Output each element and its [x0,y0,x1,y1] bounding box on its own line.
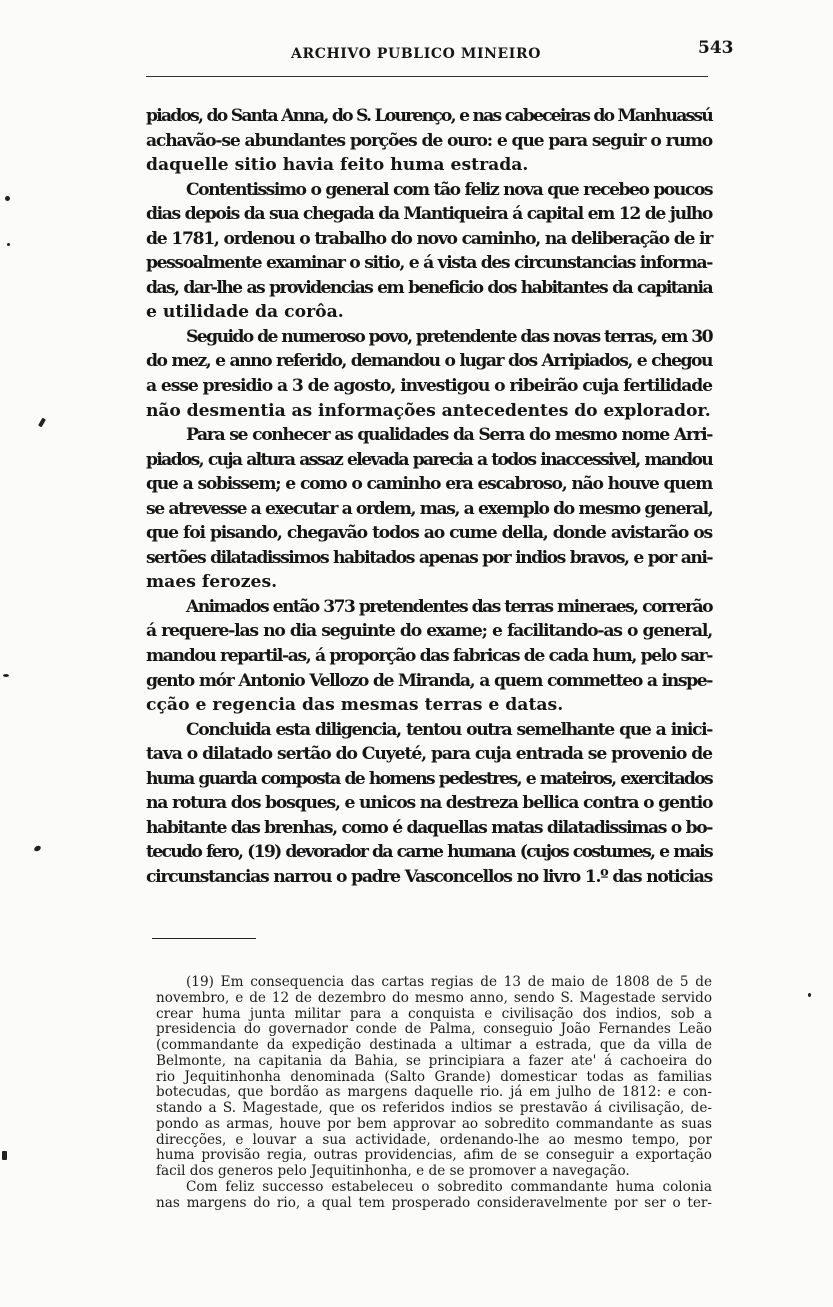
body-text-line: se atrevesse a executar a ordem, mas, a exemplo do mesmo general, [146,498,713,519]
body-text-line: huma guarda composta de homens pedestres, e mateiros, exercitados [146,768,712,789]
body-text-line: achavão-se abundantes porções de ouro: e que para seguir o rumo [146,130,712,151]
footnote-text-line: direcções, e louvar a sua actividade, ordenando-lhe ao mesmo tempo, por [156,1131,712,1148]
body-text-line: daquelle sitio havia feito huma estrada. [146,155,529,176]
footnote-text-line: botecudas, que bordão as margens daquelle rio. já em julho de 1812: e con- [156,1084,712,1101]
body-text-line: sertões dilatadissimos habitados apenas por indios bravos, e por ani- [146,547,712,568]
body-text-line: gento mór Antonio Vellozo de Miranda, a quem commetteo a inspe- [146,670,712,691]
body-text-line: a esse presidio a 3 de agosto, investigou o ribeirão cuja fertilidade [146,376,712,397]
footnote-text-line: (19) Em consequencia das cartas regias de 13 de maio de 1808 de 5 de [186,974,712,990]
footnote-text-line: facil dos generos pelo Jequitinhonha, e de se promover a navegação. [156,1163,630,1179]
body-text-line: maes ferozes. [146,572,278,593]
body-text-line: na rotura dos bosques, e unicos na destreza bellica contra o gentio [146,793,713,814]
body-text-line: mandou repartil-as, á proporção das fabricas de cada hum, pelo sar- [146,646,712,667]
body-text-line: Contentissimo o general com tão feliz nova que recebeo poucos [186,179,712,200]
footnote-block [156,975,712,1211]
body-text-line: do mez, e anno referido, demandou o lugar dos Arripiados, e chegou [146,351,712,372]
footnote-separator [152,938,256,939]
scan-speck [3,674,9,677]
footnote-text-line: Belmonte, na capitania da Bahia, se principiara a fazer ate' á cachoeira do [156,1052,712,1069]
scan-speck [38,418,46,428]
running-header-title: ARCHIVO PUBLICO MINEIRO [291,46,541,62]
scan-speck [808,993,811,997]
body-text-line: não desmentia as informações antecedentes do explorador. [146,400,711,421]
body-text-line: tava o dilatado sertão do Cuyeté, para cuja entrada se provenio de [146,744,712,765]
footnote-text-line: nas margens do rio, a qual tem prosperado consideravelmente por ser o ter- [156,1194,712,1211]
main-text-block [146,104,712,890]
footnote-text-line: pondo as armas, houve por bem approvar ao sobredito commandante as suas [156,1115,712,1132]
page-number: 543 [698,38,734,58]
body-text-line: de 1781, ordenou o trabalho do novo caminho, na deliberação de ir [146,228,712,249]
footnote-text-line: rio Jequitinhonha denominada (Salto Grande) domesticar todas as familias [156,1068,712,1085]
scan-speck [7,243,10,246]
body-text-line: cção e regencia das mesmas terras e datas. [146,695,564,716]
header-rule [146,76,708,77]
footnote-text-line: huma provisão regia, outras providencias, afim de se conseguir a exportação [156,1147,712,1164]
body-text-line: pessoalmente examinar o sitio, e á vista des circunstancias informa- [146,253,712,274]
footnote-text-line: stando a S. Magestade, que os referidos indios se prestavão á civilisação, de- [156,1100,712,1116]
body-text-line: á requere-las no dia seguinte do exame; e facilitando-as o general, [146,621,712,642]
body-text-line: piados, do Santa Anna, do S. Lourenço, e nas cabeceiras do Manhuassú [146,106,712,126]
body-text-line: habitante das brenhas, como é daquellas matas dilatadissimas o bo- [146,817,712,838]
footnote-text-line: (commandante da expedição destinada a ultimar a estrada, que da villa de [156,1037,712,1053]
footnote-text-line: Com feliz successo estabeleceu o sobredito commandante huma colonia [186,1178,712,1195]
scan-speck [5,196,10,201]
footnote-text-line: novembro, e de 12 de dezembro do mesmo anno, sendo S. Magestade servido [156,989,712,1006]
body-text-line: Seguido de numeroso povo, pretendente das novas terras, em 30 [186,326,712,347]
body-text-line: Animados então 373 pretendentes das terras mineraes, correrão [186,596,712,617]
footnote-text-line: presidencia do governador conde de Palma, conseguio João Fernandes Leão [156,1021,712,1038]
body-text-line: Concluida esta diligencia, tentou outra semelhante que a inici- [186,719,712,740]
body-text-line: dias depois da sua chegada da Mantiqueira á capital em 12 de julho [146,204,712,225]
body-text-line: das, dar-lhe as providencias em beneficio dos habitantes da capitania [146,277,712,298]
body-text-line: circunstancias narrou o padre Vasconcellos no livro 1.º das noticias [146,866,712,887]
body-text-line: que a sobissem; e como o caminho era escabroso, não houve quem [146,474,712,495]
footnote-text-line: crear huma junta militar para a conquista e civilisação dos indios, sob a [156,1005,712,1022]
body-text-line: Para se conhecer as qualidades da Serra do mesmo nome Arri- [186,425,712,446]
scan-speck [2,1151,7,1160]
body-text-line: e utilidade da corôa. [146,302,344,323]
body-text-line: que foi pisando, chegavão todos ao cume della, donde avistarão os [146,523,712,544]
scan-speck [33,845,42,853]
body-text-line: tecudo fero, (19) devorador da carne humana (cujos costumes, e mais [146,842,712,863]
body-text-line: piados, cuja altura assaz elevada parecia a todos inaccessivel, mandou [146,449,712,470]
